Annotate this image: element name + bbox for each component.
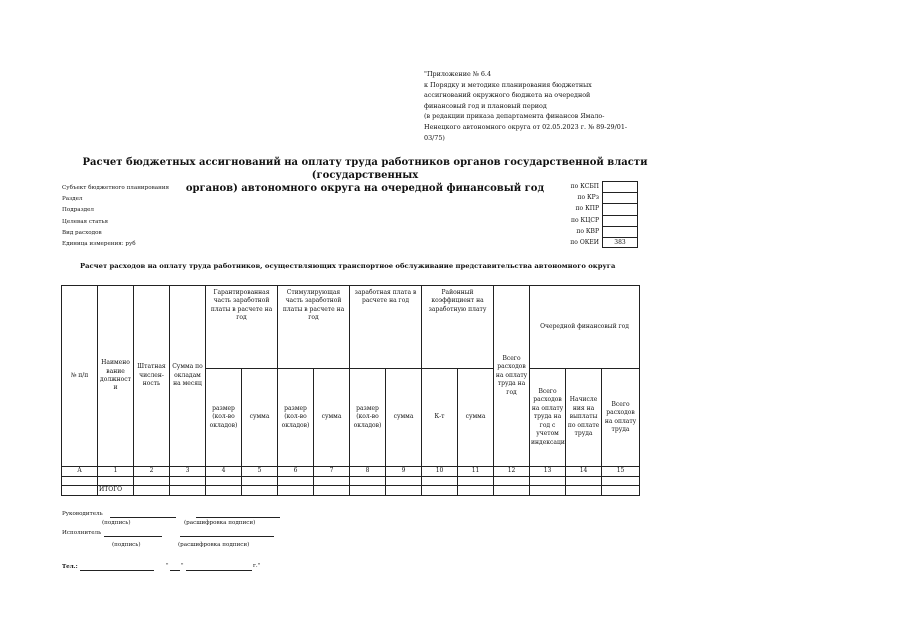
code-label: по КЦСР	[570, 216, 599, 224]
header-next-year: Очередной финансовый год	[530, 286, 640, 369]
phone-line[interactable]	[80, 570, 154, 571]
column-number: 3	[170, 467, 206, 477]
header-total-pay: Всего расходов на оплату труда	[602, 369, 640, 467]
executor-decode-line[interactable]	[180, 536, 274, 537]
head-decode-caption: (расшифровка подписи)	[184, 520, 256, 526]
meta-label: Раздел	[62, 196, 83, 203]
date-quote-close: "	[181, 563, 184, 569]
table-cell[interactable]	[458, 486, 494, 496]
meta-label: Субъект бюджетного планирования	[62, 185, 170, 191]
table-cell[interactable]	[458, 477, 494, 486]
year-suffix: г."	[253, 563, 261, 569]
column-number: 14	[566, 467, 602, 477]
code-value-field[interactable]: 383	[602, 237, 638, 248]
table-cell[interactable]	[350, 486, 386, 496]
table-row	[62, 477, 640, 486]
column-number: 10	[422, 467, 458, 477]
code-row	[560, 215, 638, 226]
table-cell[interactable]	[494, 486, 530, 496]
table-cell[interactable]	[242, 486, 278, 496]
header-incentive: Стимулирующая часть заработной платы в расчете на год	[278, 286, 350, 369]
table-cell[interactable]	[170, 477, 206, 486]
executor-decode-caption: (расшифровка подписи)	[178, 542, 250, 548]
appendix-line: финансовый год и плановый период	[424, 101, 547, 110]
table-cell[interactable]	[566, 477, 602, 486]
date-month-year-line[interactable]	[186, 570, 252, 571]
table-cell[interactable]	[134, 477, 170, 486]
header-staff: Штатная числен-ность	[134, 286, 170, 467]
column-number: 9	[386, 467, 422, 477]
code-row	[560, 237, 638, 248]
executor-label: Исполнитель	[62, 530, 102, 536]
table-cell[interactable]	[422, 486, 458, 496]
appendix-line: ассигнований окружного бюджета на очередной	[424, 91, 591, 100]
table-cell[interactable]	[386, 486, 422, 496]
head-signature-caption: (подпись)	[102, 520, 131, 526]
header-guaranteed: Гарантированная часть заработной платы в расчете на год	[206, 286, 278, 369]
column-number-row	[62, 467, 640, 477]
column-number: 11	[458, 467, 494, 477]
head-decode-line[interactable]	[196, 517, 280, 518]
date-day-line[interactable]	[170, 570, 180, 571]
title-line-1: Расчет бюджетных ассигнований на оплату труда работников органов государственной власти (государственных	[82, 157, 648, 181]
executor-signature-caption: (подпись)	[112, 542, 141, 548]
table-cell[interactable]	[494, 477, 530, 486]
appendix-line: (в редакции приказа департамента финансов Ямало-	[424, 112, 605, 121]
column-number: 2	[134, 467, 170, 477]
table-cell[interactable]	[242, 477, 278, 486]
table-cell[interactable]	[62, 477, 98, 486]
header-sum: сумма	[314, 369, 350, 467]
table-cell[interactable]	[602, 477, 640, 486]
code-row	[560, 181, 638, 192]
column-number: 6	[278, 467, 314, 477]
meta-label: Единица измерения: руб	[62, 241, 136, 248]
header-num: № п/п	[62, 286, 98, 467]
code-value-field[interactable]	[602, 181, 638, 192]
header-sum: сумма	[458, 369, 494, 467]
table-cell[interactable]	[602, 486, 640, 496]
appendix-line: 03/75)	[424, 133, 445, 142]
title-line-2: органов) автономного округа на очередной финансовый год	[185, 183, 545, 194]
table-cell[interactable]	[350, 477, 386, 486]
table-cell[interactable]	[278, 486, 314, 496]
header-size: размер (кол-во окладов)	[350, 369, 386, 467]
table-subtitle: Расчет расходов на оплату труда работников, осуществляющих транспортное обслуживание представительства автономного округа	[80, 262, 616, 270]
appendix-line: "Приложение № 6.4	[424, 70, 492, 78]
column-number: 5	[242, 467, 278, 477]
column-number: 13	[530, 467, 566, 477]
code-row	[560, 226, 638, 237]
total-label: ИТОГО	[98, 486, 134, 496]
code-value-field[interactable]	[602, 203, 638, 214]
table-cell[interactable]	[530, 486, 566, 496]
expense-table	[61, 285, 640, 496]
header-regional: Районный коэффициент на заработную плату	[422, 286, 494, 369]
header-coefficient: К-т	[422, 369, 458, 467]
header-name: Наимено вание должност и	[98, 286, 134, 467]
code-label: по КВР	[576, 227, 599, 235]
header-wage: заработная плата в расчете на год	[350, 286, 422, 369]
header-size: размер (кол-во окладов)	[206, 369, 242, 467]
phone-label: Тел.:	[62, 564, 78, 570]
code-boxes	[560, 181, 638, 248]
table-cell[interactable]	[206, 486, 242, 496]
appendix-line: к Порядку и методике планирования бюджетных	[424, 80, 592, 89]
column-number: 7	[314, 467, 350, 477]
head-label: Руководитель	[62, 511, 103, 517]
code-value-field[interactable]	[602, 192, 638, 203]
header-sum: сумма	[386, 369, 422, 467]
code-value-field[interactable]	[602, 226, 638, 237]
code-row	[560, 192, 638, 203]
table-cell[interactable]	[62, 486, 98, 496]
table-cell[interactable]	[386, 477, 422, 486]
code-label: по ОКЕИ	[570, 239, 599, 247]
table-cell[interactable]	[206, 477, 242, 486]
header-size: размер (кол-во окладов)	[278, 369, 314, 467]
column-number: 15	[602, 467, 640, 477]
table-cell[interactable]	[566, 486, 602, 496]
meta-label: Подраздел	[62, 207, 94, 214]
code-label: по КПР	[575, 205, 599, 213]
header-total-year: Всего расходов на оплату труда на год	[494, 286, 530, 467]
appendix-note	[424, 69, 654, 143]
executor-signature-line[interactable]	[104, 536, 162, 537]
meta-labels	[62, 183, 169, 250]
meta-label: Целевая статья	[62, 218, 109, 225]
header-salary-sum: Сумма по окладам на месяц	[170, 286, 206, 467]
head-signature-line[interactable]	[110, 517, 176, 518]
table-cell[interactable]	[98, 477, 134, 486]
table-cell[interactable]	[278, 477, 314, 486]
table-cell[interactable]	[170, 486, 206, 496]
table-cell[interactable]	[530, 477, 566, 486]
table-cell[interactable]	[314, 477, 350, 486]
code-label: по КРз	[577, 194, 599, 202]
date-quote-open: "	[166, 563, 169, 569]
column-number: 8	[350, 467, 386, 477]
header-payments: Начисле ния на выплаты по оплате труда	[566, 369, 602, 467]
total-row	[62, 486, 640, 496]
code-label: по КСБП	[570, 183, 599, 191]
appendix-line: Ненецкого автономного округа от 02.05.2023 г. № 89-29/01-	[424, 122, 628, 131]
column-number: 12	[494, 467, 530, 477]
code-row	[560, 203, 638, 214]
table-cell[interactable]	[422, 477, 458, 486]
column-number: А	[62, 467, 98, 477]
table-cell[interactable]	[134, 486, 170, 496]
header-total-indexed: Всего расходов на оплату труда на год с учетом индексаци	[530, 369, 566, 467]
column-number: 1	[98, 467, 134, 477]
header-sum: сумма	[242, 369, 278, 467]
meta-label: Вид расходов	[62, 229, 102, 236]
column-number: 4	[206, 467, 242, 477]
code-value-field[interactable]	[602, 215, 638, 226]
table-cell[interactable]	[314, 486, 350, 496]
